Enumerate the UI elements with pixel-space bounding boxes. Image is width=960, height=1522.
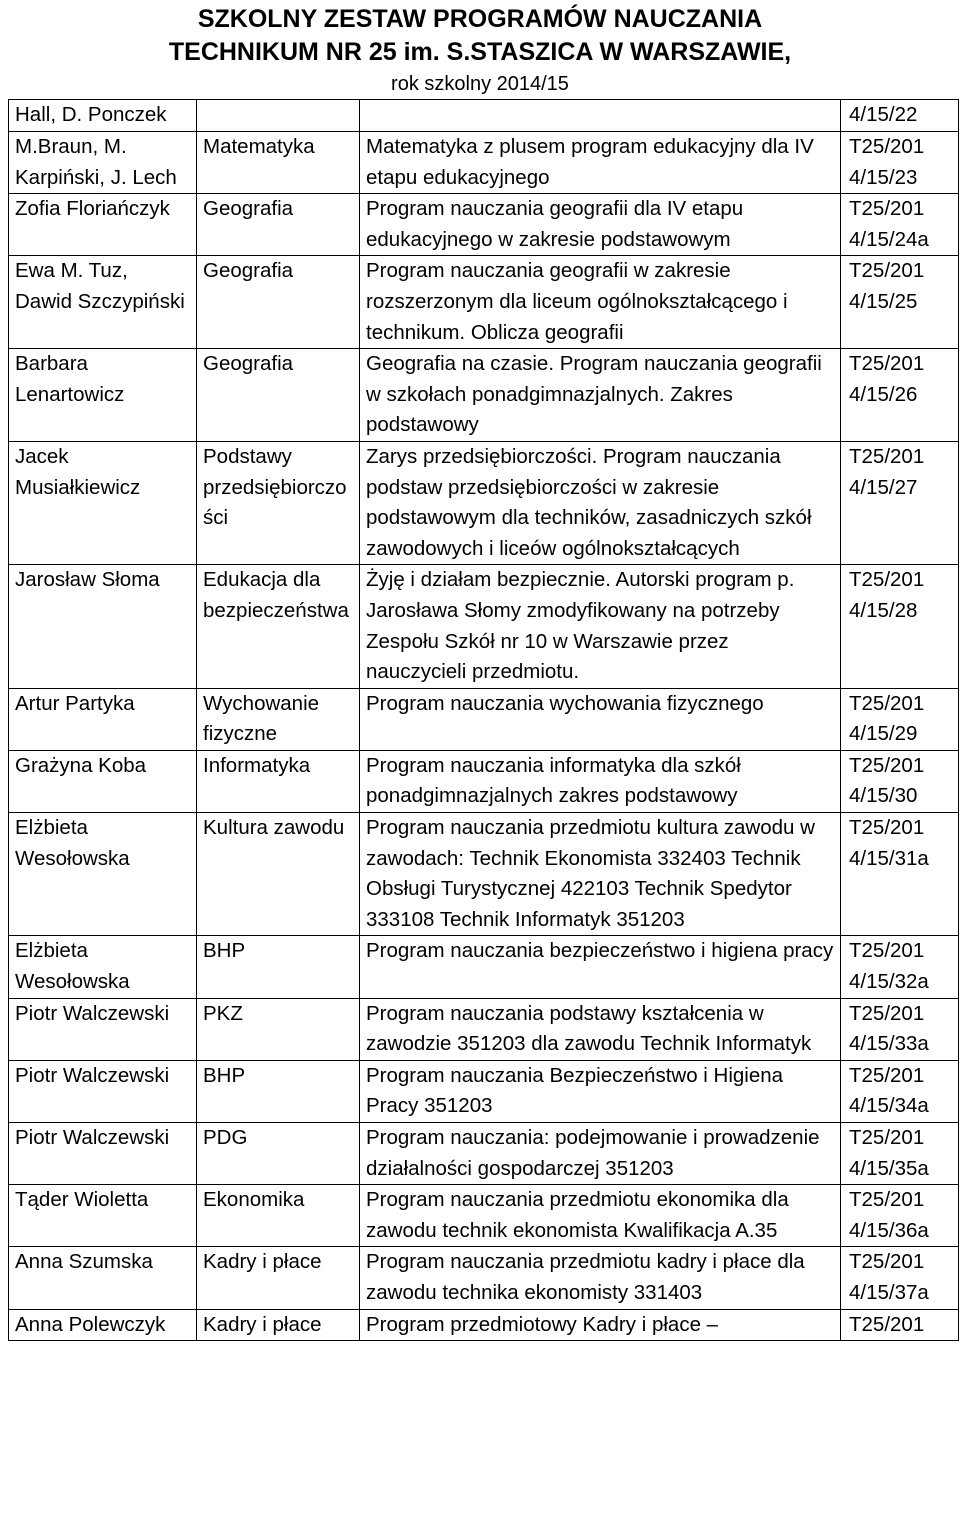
program-cell: Żyję i działam bezpiecznie. Autorski program p. Jarosława Słomy zmodyfikowany na potrzeby Zespołu Szkół nr 10 w Warszawie przez nauczycieli przedmiotu.: [360, 565, 841, 688]
header-school-year: rok szkolny 2014/15: [391, 73, 569, 95]
program-cell: Matematyka z plusem program edukacyjny dla IV etapu edukacyjnego: [360, 132, 841, 194]
authors-cell: Grażyna Koba: [9, 750, 197, 812]
subject-cell: PDG: [197, 1123, 360, 1185]
code-cell: 4/15/22: [841, 100, 959, 132]
subject-cell: BHP: [197, 936, 360, 998]
code-cell: T25/201 4/15/24a: [841, 194, 959, 256]
program-cell: Zarys przedsiębiorczości. Program nauczania podstaw przedsiębiorczości w zakresie podstawowym dla techników, zasadniczych szkół zawodowych i liceów ogólnokształcących: [360, 441, 841, 564]
code-cell: T25/201 4/15/23: [841, 132, 959, 194]
authors-cell: Artur Partyka: [9, 688, 197, 750]
authors-cell: M.Braun, M. Karpiński, J. Lech: [9, 132, 197, 194]
code-cell: T25/201 4/15/25: [841, 256, 959, 349]
table-row: [9, 813, 959, 936]
code-cell: T25/201 4/15/33a: [841, 998, 959, 1060]
authors-cell: Tąder Wioletta: [9, 1185, 197, 1247]
table-row: [9, 132, 959, 194]
program-cell: Program nauczania przedmiotu kultura zawodu w zawodach: Technik Ekonomista 332403 Technik Obsługi Turystycznej 422103 Technik Spedytor 333108 Technik Informatyk 351203: [360, 813, 841, 936]
authors-cell: Elżbieta Wesołowska: [9, 936, 197, 998]
authors-cell: Jacek Musiałkiewicz: [9, 441, 197, 564]
code-cell: T25/201 4/15/29: [841, 688, 959, 750]
program-cell: Program nauczania informatyka dla szkół ponadgimnazjalnych zakres podstawowy: [360, 750, 841, 812]
subject-cell: Geografia: [197, 256, 360, 349]
program-cell: Program nauczania: podejmowanie i prowadzenie działalności gospodarczej 351203: [360, 1123, 841, 1185]
program-cell: Program nauczania bezpieczeństwo i higiena pracy: [360, 936, 841, 998]
table-row: [9, 194, 959, 256]
table-row: [9, 1060, 959, 1122]
programs-table: [8, 99, 959, 1341]
table-row: [9, 100, 959, 132]
code-cell: T25/201 4/15/36a: [841, 1185, 959, 1247]
code-cell: T25/201 4/15/35a: [841, 1123, 959, 1185]
authors-cell: Zofia Floriańczyk: [9, 194, 197, 256]
authors-cell: Piotr Walczewski: [9, 1060, 197, 1122]
authors-cell: Anna Polewczyk: [9, 1309, 197, 1341]
code-cell: T25/201 4/15/26: [841, 349, 959, 442]
table-row: [9, 1309, 959, 1341]
subject-cell: Podstawy przedsiębiorczości: [197, 441, 360, 564]
table-row: [9, 688, 959, 750]
program-cell: Program nauczania podstawy kształcenia w zawodzie 351203 dla zawodu Technik Informatyk: [360, 998, 841, 1060]
header-title-line2: TECHNIKUM NR 25 im. S.STASZICA W WARSZAWIE,: [168, 38, 792, 66]
subject-cell: Geografia: [197, 349, 360, 442]
table-row: [9, 1123, 959, 1185]
authors-cell: Elżbieta Wesołowska: [9, 813, 197, 936]
code-cell: T25/201 4/15/32a: [841, 936, 959, 998]
program-cell: Program nauczania przedmiotu ekonomika dla zawodu technik ekonomista Kwalifikacja A.35: [360, 1185, 841, 1247]
program-cell: [360, 100, 841, 132]
table-row: [9, 998, 959, 1060]
program-cell: Program nauczania geografii w zakresie rozszerzonym dla liceum ogólnokształcącego i technikum. Oblicza geografii: [360, 256, 841, 349]
table-row: [9, 936, 959, 998]
subject-cell: Geografia: [197, 194, 360, 256]
subject-cell: Matematyka: [197, 132, 360, 194]
program-cell: Program nauczania geografii dla IV etapu edukacyjnego w zakresie podstawowym: [360, 194, 841, 256]
subject-cell: Ekonomika: [197, 1185, 360, 1247]
program-cell: Program nauczania wychowania fizycznego: [360, 688, 841, 750]
program-cell: Geografia na czasie. Program nauczania geografii w szkołach ponadgimnazjalnych. Zakres podstawowy: [360, 349, 841, 442]
code-cell: T25/201 4/15/34a: [841, 1060, 959, 1122]
subject-cell: Wychowanie fizyczne: [197, 688, 360, 750]
subject-cell: PKZ: [197, 998, 360, 1060]
authors-cell: Piotr Walczewski: [9, 998, 197, 1060]
authors-cell: Barbara Lenartowicz: [9, 349, 197, 442]
subject-cell: [197, 100, 360, 132]
code-cell: T25/201 4/15/30: [841, 750, 959, 812]
code-cell: T25/201 4/15/27: [841, 441, 959, 564]
code-cell: T25/201 4/15/28: [841, 565, 959, 688]
table-row: [9, 349, 959, 442]
subject-cell: Edukacja dla bezpieczeństwa: [197, 565, 360, 688]
subject-cell: Kadry i płace: [197, 1247, 360, 1309]
authors-cell: Piotr Walczewski: [9, 1123, 197, 1185]
table-row: [9, 1247, 959, 1309]
authors-cell: Jarosław Słoma: [9, 565, 197, 688]
code-cell: T25/201 4/15/37a: [841, 1247, 959, 1309]
header-title-line1: SZKOLNY ZESTAW PROGRAMÓW NAUCZANIA: [197, 5, 763, 33]
program-cell: Program nauczania Bezpieczeństwo i Higiena Pracy 351203: [360, 1060, 841, 1122]
table-row: [9, 565, 959, 688]
program-cell: Program nauczania przedmiotu kadry i płace dla zawodu technika ekonomisty 331403: [360, 1247, 841, 1309]
authors-cell: Hall, D. Ponczek: [9, 100, 197, 132]
code-cell: T25/201: [841, 1309, 959, 1341]
authors-cell: Anna Szumska: [9, 1247, 197, 1309]
table-row: [9, 1185, 959, 1247]
subject-cell: BHP: [197, 1060, 360, 1122]
program-cell: Program przedmiotowy Kadry i płace –: [360, 1309, 841, 1341]
subject-cell: Kultura zawodu: [197, 813, 360, 936]
subject-cell: Informatyka: [197, 750, 360, 812]
subject-cell: Kadry i płace: [197, 1309, 360, 1341]
table-row: [9, 750, 959, 812]
table-row: [9, 441, 959, 564]
table-row: [9, 256, 959, 349]
authors-cell: Ewa M. Tuz, Dawid Szczypiński: [9, 256, 197, 349]
code-cell: T25/201 4/15/31a: [841, 813, 959, 936]
